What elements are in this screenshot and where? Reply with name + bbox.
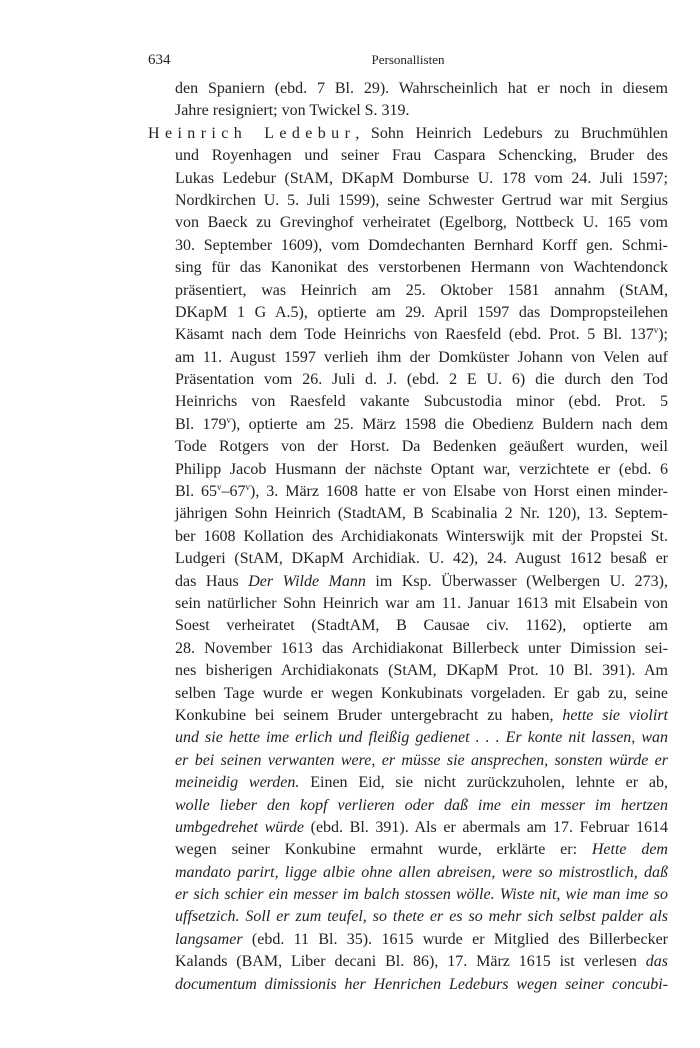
text-run: Lukas Ledebur (StAM, DKapM Domburse U. 178 vom 24. Juli 1597; [175, 169, 668, 187]
text-line [148, 727, 668, 749]
italic-text: mandato parirt, ligge albie ohne allen abreisen, were so mistrostlich, daß [175, 863, 668, 881]
text-run: Bl. 65 [175, 483, 218, 501]
text-run: Soest verheiratet (StadtAM, B Causae civ. 1162), optierte am [175, 617, 668, 635]
text-run: jährigen Sohn Heinrich (StadtAM, B Scabinalia 2 Nr. 120), 13. Septem- [175, 505, 668, 523]
italic-text: umbgedrehet würde [175, 818, 304, 836]
text-run: wegen seiner Konkubine ermahnt wurde, erklärte er: [175, 841, 592, 859]
text-line [148, 391, 668, 413]
text-run: Heinrichs von Raesfeld vakante Subcustodia minor (ebd. Prot. 5 [175, 393, 668, 411]
entry-heading-line [148, 123, 668, 145]
text-run: (ebd. Bl. 391). Als er abermals am 17. Februar 1614 [303, 818, 669, 836]
text-line [148, 593, 668, 615]
text-line [148, 929, 668, 951]
italic-text: langsamer [175, 930, 243, 948]
text-run: ); [658, 326, 668, 344]
text-run: –67 [221, 483, 246, 501]
text-run: nes bisherigen Archidiakonats (StAM, DKapM Prot. 10 Bl. 391). Am [175, 662, 668, 680]
superscript: v [245, 482, 251, 493]
text-line [148, 436, 668, 458]
italic-text: documentum dimissionis her Henrichen Ledeburs wegen seiner concubi- [175, 975, 668, 993]
italic-text: und sie hette ime erlich und fleißig gedienet . . . Er konte nit lassen, wan [175, 729, 668, 747]
text-run: Philipp Jacob Husmann der nächste Optant war, verzichtete er (ebd. 6 [175, 460, 668, 478]
text-line [148, 660, 668, 682]
text-line [148, 571, 668, 593]
superscript: v [653, 325, 659, 336]
page-number: 634 [148, 52, 171, 68]
text-line [148, 100, 668, 122]
page-header [148, 52, 668, 72]
text-run: sing für das Kanonikat des verstorbenen Hermann von Wachtendonck [175, 259, 668, 277]
running-head: Personallisten [371, 52, 445, 67]
text-run: ), optierte am 25. März 1598 die Obedienz Buldern nach dem [230, 415, 668, 433]
text-run: Konkubine bei seinem Bruder untergebracht zu haben, [175, 706, 563, 724]
text-line [148, 638, 668, 660]
text-line [148, 772, 668, 794]
text-run: das Haus [175, 572, 249, 590]
text-line [148, 369, 668, 391]
text-line [148, 750, 668, 772]
text-run: , Sohn Heinrich Ledeburs zu Bruchmühlen [355, 124, 668, 142]
italic-text: Der Wilde Mann [248, 572, 366, 590]
text-run: ber 1608 Kollation des Archidiakonats Winterswijk mit der Propstei St. [175, 527, 668, 545]
italic-text: Hette dem [591, 841, 668, 859]
text-line [148, 974, 668, 996]
text-run: Ludgeri (StAM, DKapM Archidiak. U. 42), 24. August 1612 besaß er [175, 550, 668, 568]
text-line [148, 145, 668, 167]
superscript: v [217, 482, 222, 493]
text-line [148, 414, 668, 436]
text-line [148, 257, 668, 279]
text-run: Jahre resigniert; von Twickel S. 319. [175, 102, 410, 120]
text-run: sein natürlicher Sohn Heinrich war am 11. Januar 1613 mit Elsabein von [175, 594, 668, 612]
text-line [148, 839, 668, 861]
text-run: (ebd. 11 Bl. 35). 1615 wurde er Mitglied des Billerbecker [242, 930, 668, 948]
body-text [148, 78, 668, 996]
text-line [148, 615, 668, 637]
text-run: 30. September 1609), vom Domdechanten Bernhard Korff gen. Schmi- [175, 236, 668, 254]
text-line [148, 212, 668, 234]
text-run: im Ksp. Überwasser (Welbergen U. 273), [365, 572, 668, 590]
text-line [148, 168, 668, 190]
text-line [148, 459, 668, 481]
text-run: DKapM 1 G A.5), optierte am 29. April 1597 das Dompropsteilehen [175, 303, 668, 321]
text-run: präsentiert, was Heinrich am 25. Oktober 1581 annahm (StAM, [175, 281, 668, 299]
text-line [148, 705, 668, 727]
text-line [148, 235, 668, 257]
text-line [148, 481, 668, 503]
superscript: v [226, 414, 231, 425]
text-line [148, 817, 668, 839]
text-line [148, 190, 668, 212]
text-run: Kalands (BAM, Liber decani Bl. 86), 17. März 1615 ist verlesen [175, 953, 646, 971]
italic-text: das [645, 953, 668, 971]
italic-text: uffsetzich. Soll er zum teufel, so thete er es so mehr sich selbst palder als [175, 908, 668, 926]
text-run: Bl. 179 [175, 415, 227, 433]
text-line [148, 884, 668, 906]
text-run: Käsamt nach dem Tode Heinrichs von Raesfeld (ebd. Prot. 5 Bl. 137 [175, 326, 654, 344]
text-run: am 11. August 1597 verlieh ihm der Domküster Johann von Velen auf [175, 348, 668, 366]
text-line [148, 526, 668, 548]
text-line [148, 683, 668, 705]
italic-text: er sich schier ein messer im balch stossen wölle. Wiste nit, wie man ime so [175, 886, 668, 904]
text-line [148, 862, 668, 884]
text-line [148, 280, 668, 302]
text-line [148, 503, 668, 525]
text-line [148, 548, 668, 570]
text-run: selben Tage wurde er wegen Konkubinats vorgeladen. Er gab zu, seine [175, 684, 668, 702]
text-line [148, 347, 668, 369]
text-run: 28. November 1613 das Archidiakonat Billerbeck unter Dimission sei- [175, 639, 668, 657]
italic-text: meineidig werden. [175, 774, 300, 792]
text-run: und Royenhagen und seiner Frau Caspara Schencking, Bruder des [175, 147, 668, 165]
italic-text: hette sie violirt [562, 706, 668, 724]
text-line [148, 906, 668, 928]
text-run: Einen Eid, sie nicht zurückzuholen, lehnte er ab, [299, 774, 669, 792]
text-line [148, 795, 668, 817]
italic-text: er bei seinen verwanten were, er müsse sie ansprechen, sonsten würde er [175, 751, 668, 769]
text-run: Tode Rotgers von der Horst. Da Bedenken geäußert wurden, weil [175, 438, 668, 456]
entry-name: Heinrich Ledebur [148, 124, 356, 142]
italic-text: wolle lieber den kopf verlieren oder daß ime ein messer im hertzen [175, 796, 668, 814]
text-run: von Baeck zu Grevinghof verheiratet (Egelborg, Nottbeck U. 165 vom [175, 214, 668, 232]
text-run: den Spaniern (ebd. 7 Bl. 29). Wahrscheinlich hat er noch in diesem [175, 80, 668, 97]
text-line [148, 324, 668, 346]
text-run: Präsentation vom 26. Juli d. J. (ebd. 2 E U. 6) die durch den Tod [175, 371, 668, 389]
text-run: ), 3. März 1608 hatte er von Elsabe von Horst einen minder- [250, 483, 668, 501]
text-run: Nordkirchen U. 5. Juli 1599), seine Schwester Gertrud war mit Sergius [175, 191, 668, 209]
text-line [148, 302, 668, 324]
text-line [148, 951, 668, 973]
text-line [148, 78, 668, 100]
